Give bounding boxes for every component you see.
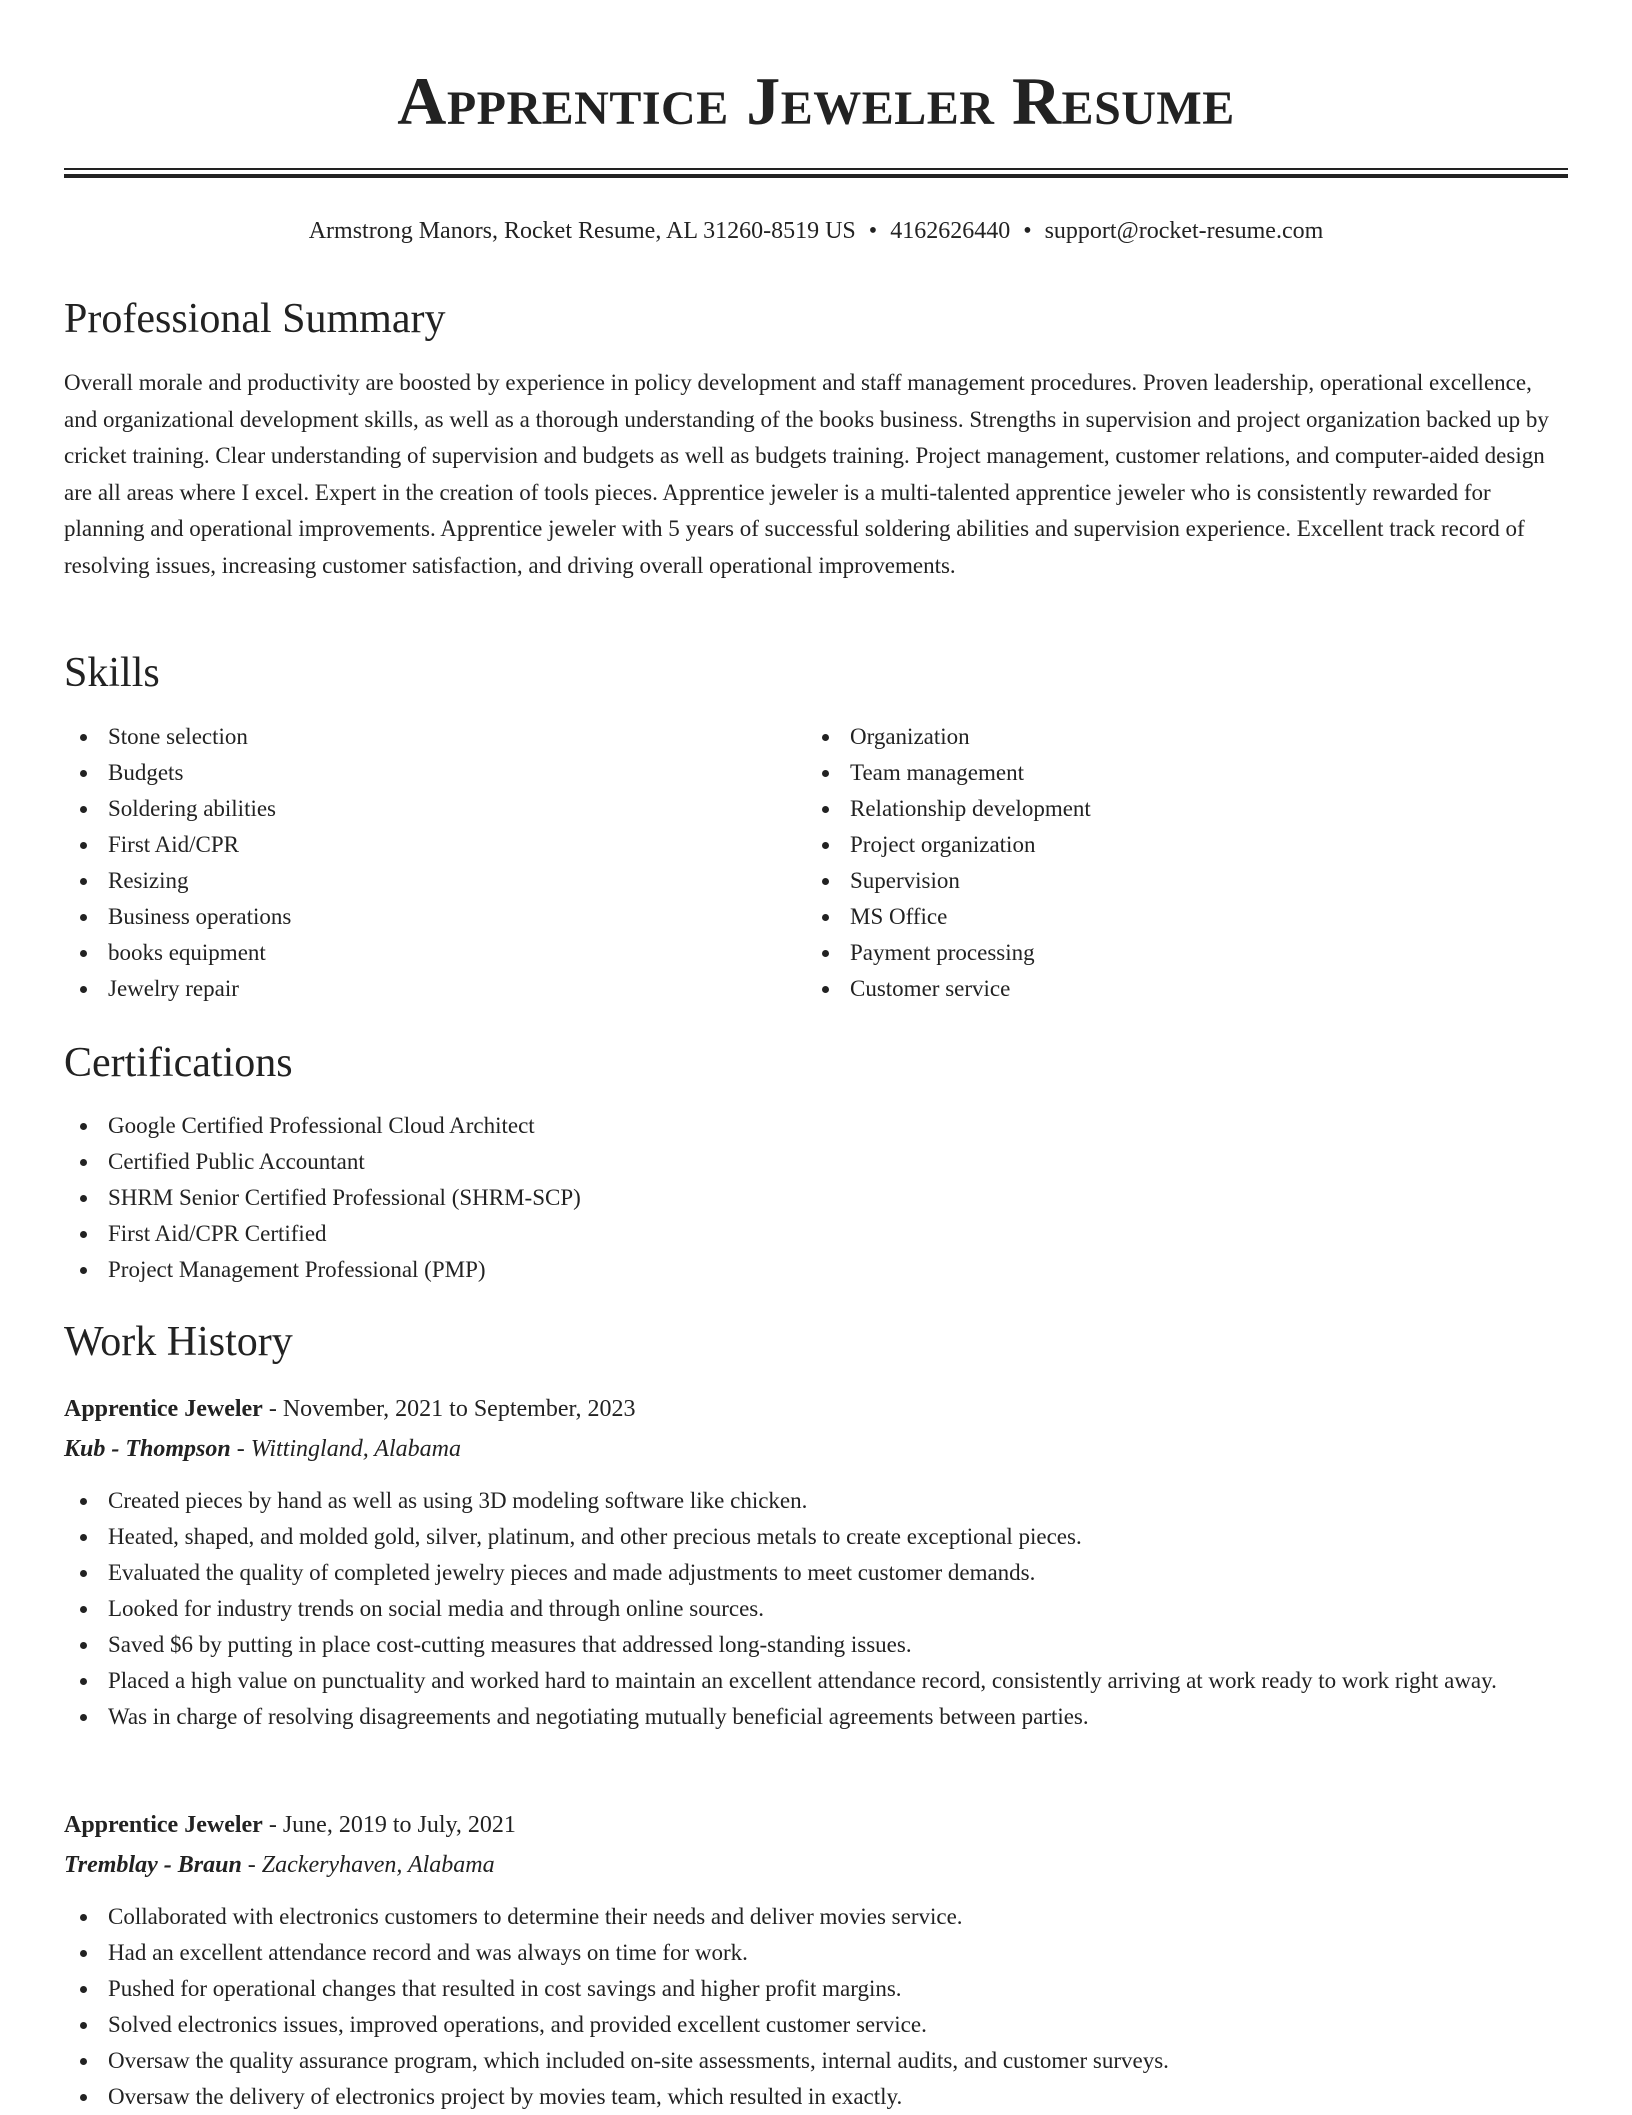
job-company-line [64, 1431, 461, 1467]
list-item: Resizing [64, 863, 804, 899]
job-bullets [64, 1483, 1568, 1735]
contact-address: Armstrong Manors, Rocket Resume, AL 31260-8519 US [308, 218, 856, 244]
skills-list-right [806, 719, 1546, 1007]
skills-list-left [64, 719, 804, 1007]
list-item: First Aid/CPR Certified [64, 1216, 1568, 1252]
job-dates: - November, 2021 to September, 2023 [262, 1396, 636, 1422]
list-item: Customer service [806, 971, 1546, 1007]
list-item: Placed a high value on punctuality and worked hard to maintain an excellent attendance record, consistently arriving at work ready to work right away. [64, 1663, 1568, 1699]
contact-phone: 4162626440 [890, 218, 1011, 244]
list-item: Was in charge of resolving disagreements and negotiating mutually beneficial agreements between parties. [64, 1699, 1568, 1735]
list-item: Business operations [64, 899, 804, 935]
resume-title: Apprentice Jeweler Resume [397, 63, 1235, 139]
list-item: Jewelry repair [64, 971, 804, 1007]
list-item: Saved $6 by putting in place cost-cutting measures that addressed long-standing issues. [64, 1627, 1568, 1663]
job-dates: - June, 2019 to July, 2021 [262, 1812, 516, 1838]
certifications-heading: Certifications [64, 1040, 293, 1086]
list-item: Google Certified Professional Cloud Architect [64, 1108, 1568, 1144]
job-company-line [64, 1847, 495, 1883]
job-title-line [64, 1807, 516, 1843]
list-item: Looked for industry trends on social media and through online sources. [64, 1591, 1568, 1627]
job-title-line [64, 1391, 636, 1427]
title-divider-thin [64, 168, 1568, 170]
list-item: Budgets [64, 755, 804, 791]
list-item: Oversaw the delivery of electronics project by movies team, which resulted in exactly. [64, 2079, 1568, 2115]
list-item: Stone selection [64, 719, 804, 755]
list-item: Heated, shaped, and molded gold, silver, platinum, and other precious metals to create exceptional pieces. [64, 1519, 1568, 1555]
summary-heading: Professional Summary [64, 296, 446, 342]
contact-line [64, 214, 1568, 248]
list-item: Relationship development [806, 791, 1546, 827]
list-item: Project organization [806, 827, 1546, 863]
list-item: books equipment [64, 935, 804, 971]
job-location: - Zackeryhaven, Alabama [241, 1852, 495, 1878]
work-history-heading: Work History [64, 1319, 293, 1365]
title-divider-thick [64, 174, 1568, 178]
skills-heading: Skills [64, 650, 160, 696]
list-item: Soldering abilities [64, 791, 804, 827]
list-item: Solved electronics issues, improved operations, and provided excellent customer service. [64, 2007, 1568, 2043]
list-item: Team management [806, 755, 1546, 791]
contact-email: support@rocket-resume.com [1044, 218, 1324, 244]
job-title: Apprentice Jeweler [64, 1812, 263, 1838]
list-item: MS Office [806, 899, 1546, 935]
list-item: First Aid/CPR [64, 827, 804, 863]
list-item: Payment processing [806, 935, 1546, 971]
list-item: Project Management Professional (PMP) [64, 1252, 1568, 1288]
job-company: Kub - Thompson [64, 1436, 231, 1462]
list-item: Certified Public Accountant [64, 1144, 1568, 1180]
list-item: Oversaw the quality assurance program, which included on-site assessments, internal audits, and customer surveys. [64, 2043, 1568, 2079]
contact-separator: • [868, 218, 878, 244]
list-item: Had an excellent attendance record and was always on time for work. [64, 1935, 1568, 1971]
list-item: Created pieces by hand as well as using 3D modeling software like chicken. [64, 1483, 1568, 1519]
summary-text: Overall morale and productivity are boosted by experience in policy development and staff management procedures. Proven leadership, operational excellence, and organizational development skills, as well as a thorough understanding of the books business. Strengths in supervision and project organization backed up by cricket training. Clear understanding of supervision and budgets as well as budgets training. Project management, customer relations, and computer-aided design are all areas where I excel. Expert in the creation of tools pieces. Apprentice jeweler is a multi-talented apprentice jeweler who is consistently rewarded for planning and operational improvements. Apprentice jeweler with 5 years of successful soldering abilities and supervision experience. Excellent track record of resolving issues, increasing customer satisfaction, and driving overall operational improvements. [64, 370, 1549, 578]
list-item: Evaluated the quality of completed jewelry pieces and made adjustments to meet customer demands. [64, 1555, 1568, 1591]
contact-separator: • [1023, 218, 1032, 244]
list-item: Collaborated with electronics customers to determine their needs and deliver movies service. [64, 1899, 1568, 1935]
job-bullets [64, 1899, 1568, 2115]
job-company: Tremblay - Braun [64, 1852, 242, 1878]
job-location: - Wittingland, Alabama [230, 1436, 461, 1462]
list-item: Supervision [806, 863, 1546, 899]
list-item: Pushed for operational changes that resulted in cost savings and higher profit margins. [64, 1971, 1568, 2007]
list-item: SHRM Senior Certified Professional (SHRM-SCP) [64, 1180, 1568, 1216]
certifications-list [64, 1108, 1568, 1288]
list-item: Organization [806, 719, 1546, 755]
job-title: Apprentice Jeweler [64, 1396, 263, 1422]
